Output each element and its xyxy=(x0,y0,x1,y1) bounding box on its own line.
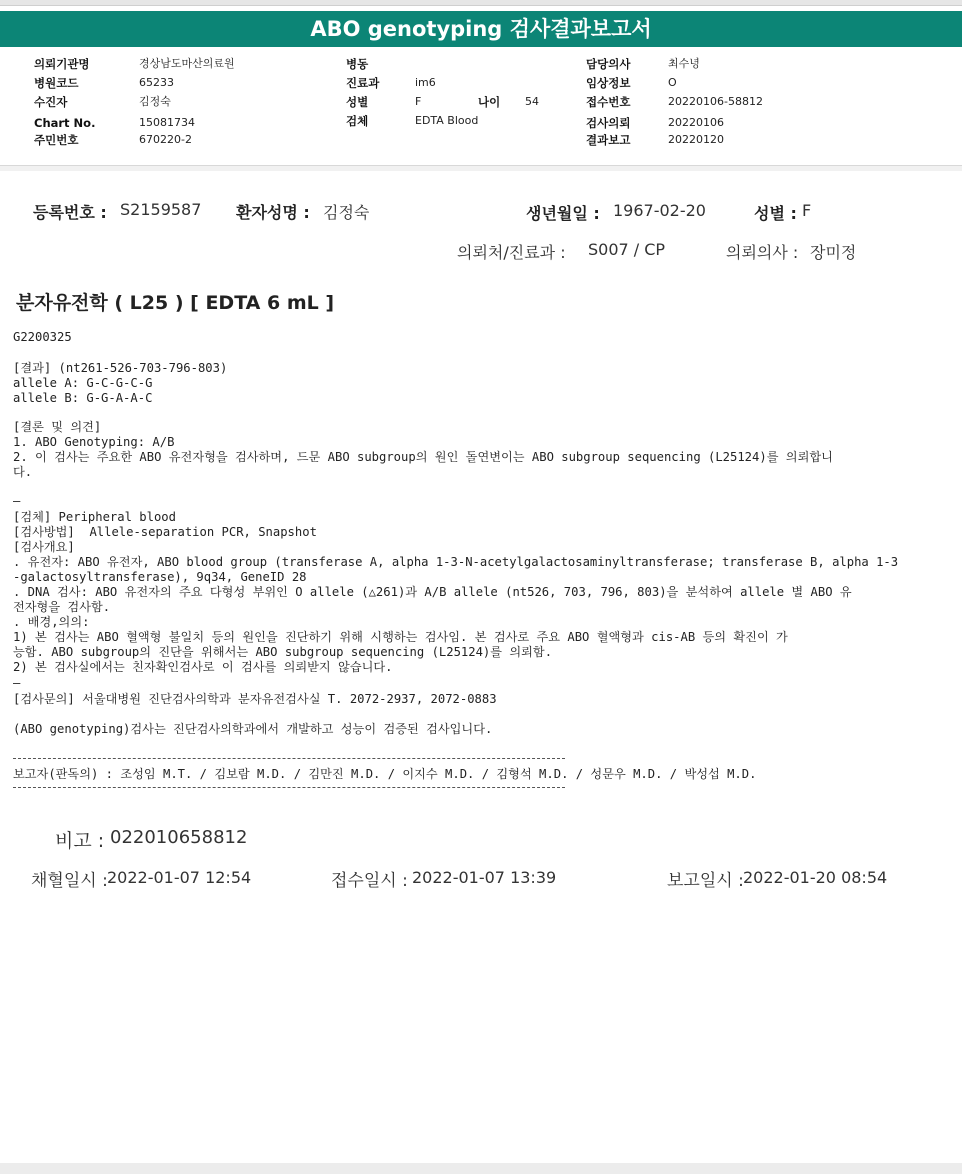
divider-mark: — xyxy=(13,676,21,690)
header-value: 20220106-58812 xyxy=(668,95,763,108)
header-value: 65233 xyxy=(139,76,174,89)
header-value: 54 xyxy=(525,95,539,108)
header-value: 15081734 xyxy=(139,116,195,129)
dob-label: 생년월일 : xyxy=(526,204,600,223)
header-label: 주민번호 xyxy=(34,133,79,147)
inquiry-text: [검사문의] 서울대병원 진단검사의학과 분자유전검사실 T. 2072-2937, 2072-0883 xyxy=(13,692,497,706)
header-value: im6 xyxy=(415,76,436,89)
reg-label: 등록번호 : xyxy=(33,203,107,222)
header-label: Chart No. xyxy=(34,116,96,130)
top-edge xyxy=(0,0,962,6)
header-label: 접수번호 xyxy=(586,95,631,109)
report-title: ABO genotyping 검사결과보고서 xyxy=(0,11,962,47)
header-value: 최수녕 xyxy=(668,57,700,70)
result-block: [결과] (nt261-526-703-796-803) allele A: G-C-G-C-G allele B: G-G-A-A-C xyxy=(13,361,228,405)
report-id: G2200325 xyxy=(13,330,72,344)
header-label: 검사의뢰 xyxy=(586,116,631,130)
reg-value: S2159587 xyxy=(120,200,202,219)
collect-label: 채혈일시 : xyxy=(31,871,108,891)
dashed-rule xyxy=(13,787,565,788)
reporters-line: 보고자(판독의) : 조성임 M.T. / 김보람 M.D. / 김만진 M.D. / 이지수 M.D. / 김형석 M.D. / 성문우 M.D. / 박성섭 M.D. xyxy=(13,767,757,781)
separator xyxy=(0,166,962,171)
dashed-rule xyxy=(13,758,565,759)
header-label: 결과보고 xyxy=(586,133,631,147)
name-value: 김정숙 xyxy=(323,203,370,222)
header-label: 진료과 xyxy=(346,76,380,90)
header-label: 임상정보 xyxy=(586,76,631,90)
header-label: 의뢰기관명 xyxy=(34,57,90,71)
receive-value: 2022-01-07 13:39 xyxy=(412,868,557,887)
doctor-value: 장미정 xyxy=(810,243,857,262)
header-value: 경상남도마산의료원 xyxy=(139,57,235,70)
dob-value: 1967-02-20 xyxy=(613,201,706,220)
header-value: 670220-2 xyxy=(139,133,192,146)
name-label: 환자성명 : xyxy=(236,203,310,222)
header-label: 나이 xyxy=(478,95,501,109)
doctor-label: 의뢰의사 : xyxy=(726,243,799,262)
header-value: F xyxy=(415,95,422,108)
note-value: 022010658812 xyxy=(110,827,248,848)
receive-label: 접수일시 : xyxy=(331,871,408,891)
collect-value: 2022-01-07 12:54 xyxy=(107,868,252,887)
bottom-edge xyxy=(0,1163,962,1174)
header-label: 성별 xyxy=(346,95,369,109)
header-label: 수진자 xyxy=(34,95,68,109)
header-label: 병동 xyxy=(346,57,369,71)
sex-value: F xyxy=(802,201,812,220)
section-title: 분자유전학 ( L25 ) [ EDTA 6 mL ] xyxy=(16,292,335,314)
header-value: 김정숙 xyxy=(139,95,171,108)
header-label: 검체 xyxy=(346,114,369,128)
header-value: 20220120 xyxy=(668,133,724,146)
dev-note: (ABO genotyping)검사는 진단검사의학과에서 개발하고 성능이 검증된 검사입니다. xyxy=(13,722,493,736)
dept-label: 의뢰처/진료과 : xyxy=(457,243,566,262)
conclusion-block: [결론 및 의견] 1. ABO Genotyping: A/B 2. 이 검사는 주요한 ABO 유전자형을 검사하며, 드문 ABO subgroup의 원인 돌연변이는 ABO subgroup sequencing (L25124)를 의뢰합니 다. xyxy=(13,420,833,479)
header-label: 담당의사 xyxy=(586,57,631,71)
header-info xyxy=(0,47,962,166)
sex-label: 성별 : xyxy=(754,204,797,223)
note-label: 비고 : xyxy=(55,830,105,852)
report-date-label: 보고일시 : xyxy=(667,871,744,891)
header-value: EDTA Blood xyxy=(415,114,479,127)
dept-value: S007 / CP xyxy=(588,240,666,259)
header-label: 병원코드 xyxy=(34,76,79,90)
divider-mark: — xyxy=(13,494,21,508)
header-value: O xyxy=(668,76,677,89)
specimen-block: [검체] Peripheral blood [검사방법] Allele-separation PCR, Snapshot [검사개요] . 유전자: ABO 유전자, ABO blood group (transferase A, alpha 1-3-N-acetylgalactosaminyltransferase; transferase B, alpha 1-3 -galactosyltransferase), 9q34, GeneID 28 . DNA 검사: ABO 유전자의 주요 다형성 부위인 O allele (△261)과 A/B allele (nt526, 703, 796, 803)을 분석하여 allele 별 ABO 유 전자형을 검사함. . 배경,의의: 1) 본 검사는 ABO 혈액형 불일치 등의 원인을 진단하기 위해 시행하는 검사임. 본 검사로 주요 ABO 혈액형과 cis-AB 등의 확진이 가 능함. ABO subgroup의 진단을 위해서는 ABO subgroup sequencing (L25124)를 의뢰함. 2) 본 검사실에서는 친자확인검사로 이 검사를 의뢰받지 않습니다. xyxy=(13,510,899,674)
report-date-value: 2022-01-20 08:54 xyxy=(743,868,888,887)
header-value: 20220106 xyxy=(668,116,724,129)
